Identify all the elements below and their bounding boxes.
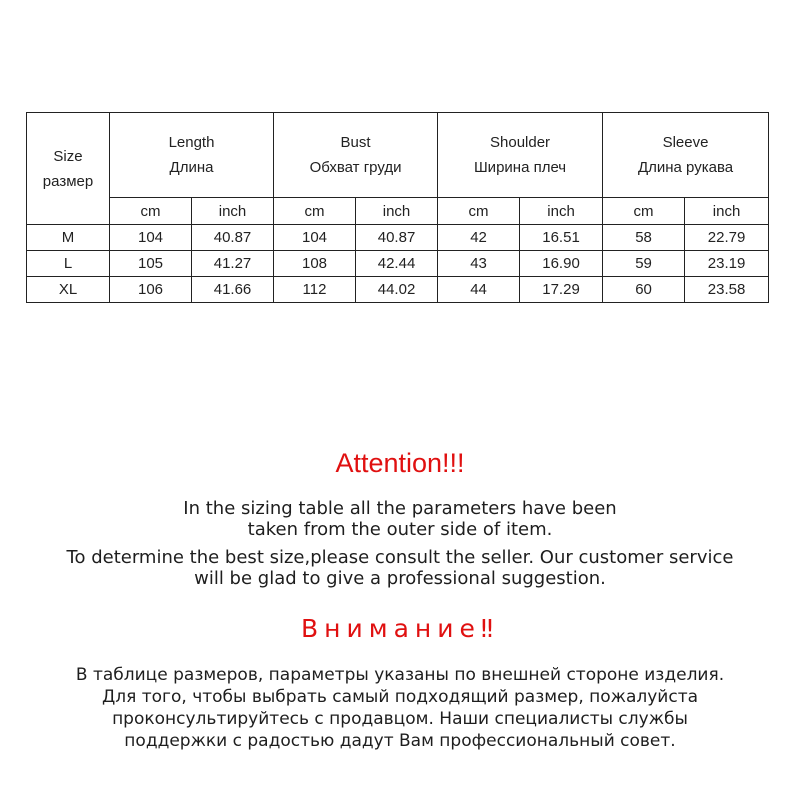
table-cell: 108 <box>274 251 356 277</box>
notice-ru-line: поддержки с радостью дадут Вам профессиональный совет. <box>124 731 676 751</box>
table-row-xl <box>27 277 769 303</box>
unit-cell: cm <box>110 198 192 225</box>
length-header-ru: Длина <box>169 159 214 176</box>
table-cell: 23.19 <box>685 251 769 277</box>
table-cell: 17.29 <box>520 277 603 303</box>
unit-cell: cm <box>603 198 685 225</box>
table-cell: 58 <box>603 225 685 251</box>
table-cell: 16.90 <box>520 251 603 277</box>
table-cell: 105 <box>110 251 192 277</box>
table-row-m <box>27 225 769 251</box>
table-cell: 112 <box>274 277 356 303</box>
notice-text-ru <box>0 664 800 752</box>
table-header-row <box>27 113 769 198</box>
table-cell: 16.51 <box>520 225 603 251</box>
table-cell: 40.87 <box>356 225 438 251</box>
table-cell: 42 <box>438 225 520 251</box>
table-cell: 43 <box>438 251 520 277</box>
size-cell: XL <box>27 277 110 303</box>
unit-cell: inch <box>520 198 603 225</box>
attention-title-ru: Внимание‼ <box>300 614 500 643</box>
notice-en-line: taken from the outer side of item. <box>247 519 553 540</box>
size-header-ru: размер <box>42 172 94 190</box>
size-header-en: Size <box>53 147 83 165</box>
table-cell: 42.44 <box>356 251 438 277</box>
notice-ru-line: Для того, чтобы выбрать самый подходящий размер, пожалуйста <box>101 687 699 707</box>
shoulder-header-ru: Ширина плеч <box>473 159 567 176</box>
notice-en-line: In the sizing table all the parameters have been <box>183 498 617 519</box>
table-cell: 44 <box>438 277 520 303</box>
table-cell: 41.66 <box>192 277 274 303</box>
length-header-en: Length <box>168 134 215 151</box>
shoulder-header-en: Shoulder <box>490 134 551 151</box>
size-cell: M <box>27 225 110 251</box>
bust-header <box>274 113 438 198</box>
unit-cell: inch <box>356 198 438 225</box>
notice-en-line: will be glad to give a professional suggestion. <box>194 568 606 589</box>
unit-cell: inch <box>685 198 769 225</box>
table-cell: 104 <box>110 225 192 251</box>
notice-text-en <box>0 498 800 589</box>
unit-cell: cm <box>438 198 520 225</box>
size-header <box>27 113 110 225</box>
sleeve-header <box>603 113 769 198</box>
bust-header-ru: Обхват груди <box>309 159 402 176</box>
size-chart-table <box>26 112 769 303</box>
table-row-l <box>27 251 769 277</box>
unit-cell: inch <box>192 198 274 225</box>
shoulder-header <box>438 113 603 198</box>
length-header <box>110 113 274 198</box>
table-cell: 59 <box>603 251 685 277</box>
bust-header-en: Bust <box>340 134 371 151</box>
notice-ru-line: проконсультируйтесь с продавцом. Наши специалисты службы <box>112 709 688 729</box>
attention-title-en: Attention!!! <box>335 448 465 478</box>
table-cell: 60 <box>603 277 685 303</box>
sleeve-header-en: Sleeve <box>662 134 709 151</box>
notice-ru-line: В таблице размеров, параметры указаны по внешней стороне изделия. <box>75 665 725 685</box>
table-unit-row <box>27 198 769 225</box>
table-cell: 40.87 <box>192 225 274 251</box>
table-cell: 22.79 <box>685 225 769 251</box>
sleeve-header-ru: Длина рукава <box>637 159 734 176</box>
table-cell: 106 <box>110 277 192 303</box>
unit-cell: cm <box>274 198 356 225</box>
table-cell: 23.58 <box>685 277 769 303</box>
notice-en-line: To determine the best size,please consult the seller. Our customer service <box>66 547 734 568</box>
table-cell: 41.27 <box>192 251 274 277</box>
table-cell: 44.02 <box>356 277 438 303</box>
size-cell: L <box>27 251 110 277</box>
table-cell: 104 <box>274 225 356 251</box>
